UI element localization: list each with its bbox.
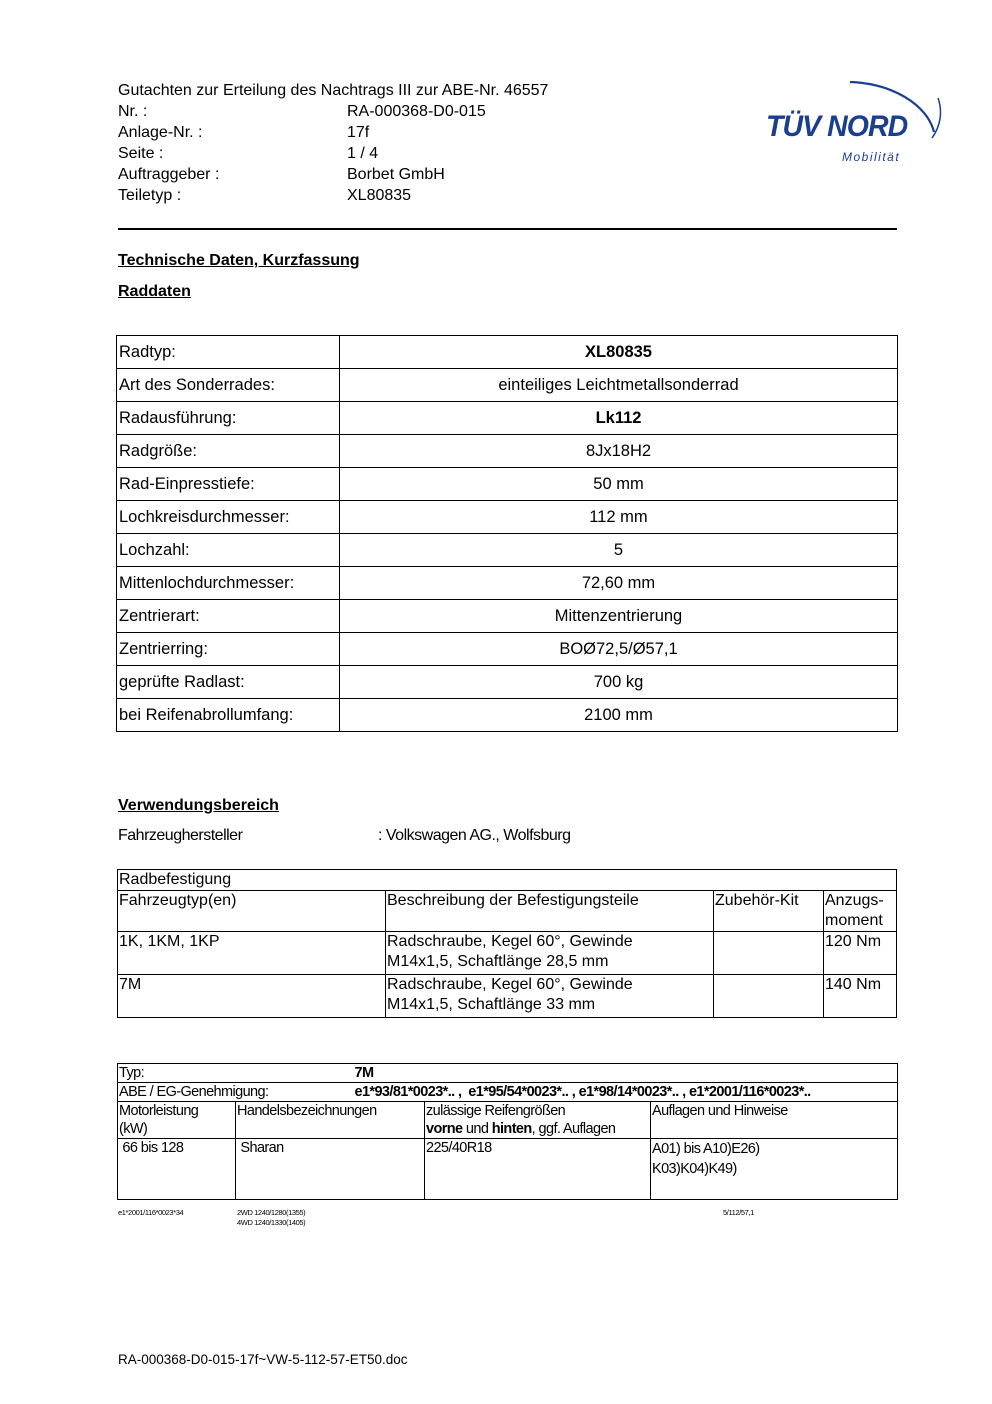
fastening-torque: 140 Nm — [824, 975, 897, 1018]
table-row — [117, 699, 898, 732]
header-power: Motorleistung (kW) — [118, 1102, 236, 1139]
wheel-value: 112 mm — [340, 501, 898, 534]
footnote-axle: 2WD 1240/1280(1355) 4WD 1240/1330(1405) — [237, 1208, 306, 1227]
tyres-rest: , ggf. Auflagen — [531, 1121, 616, 1137]
tyres-rear: hinten — [491, 1121, 532, 1137]
wheel-value: 50 mm — [340, 468, 898, 501]
meta-row-teiletyp — [118, 185, 548, 206]
wheel-value: 72,60 mm — [340, 567, 898, 600]
wheel-value: Mittenzentrierung — [340, 600, 898, 633]
header-notes: Auflagen und Hinweise — [651, 1102, 898, 1139]
header-tyres-line1: zulässige Reifengrößen — [426, 1103, 566, 1119]
header-divider — [118, 228, 897, 230]
wheel-value: XL80835 — [340, 336, 898, 369]
meta-row-anlage — [118, 122, 548, 143]
fastening-type: 7M — [118, 975, 386, 1018]
wheel-label: Rad-Einpresstiefe: — [117, 468, 340, 501]
section-wheel-data: Raddaten — [118, 283, 191, 300]
wheel-label: Radgröße: — [117, 435, 340, 468]
meta-row-nr — [118, 101, 548, 122]
table-row — [117, 336, 898, 369]
manufacturer-label: Fahrzeughersteller — [118, 827, 243, 844]
meta-label: Seite : — [118, 145, 164, 162]
meta-value: 1 / 4 — [347, 145, 379, 162]
table-row — [117, 600, 898, 633]
wheel-value: Lk112 — [340, 402, 898, 435]
fastening-type: 1K, 1KM, 1KP — [118, 932, 386, 975]
fastening-header-type: Fahrzeugtyp(en) — [118, 891, 386, 932]
wheel-value: 8Jx18H2 — [340, 435, 898, 468]
meta-value: 17f — [347, 124, 370, 141]
row-tyres: 225/40R18 — [425, 1139, 651, 1200]
wheel-value: einteiliges Leichtmetallsonderrad — [340, 369, 898, 402]
wheel-label: bei Reifenabrollumfang: — [117, 699, 340, 732]
fastening-desc: Radschraube, Kegel 60°, Gewinde M14x1,5, Schaftlänge 28,5 mm — [386, 932, 714, 975]
wheel-value: 700 kg — [340, 666, 898, 699]
row-notes: A01) bis A10)E26) K03)K04)K49) — [651, 1139, 898, 1200]
table-row — [118, 975, 897, 1018]
logo-subtitle: Mobilität — [842, 150, 901, 164]
meta-label: Nr. : — [118, 103, 148, 120]
wheel-label: Zentrierring: — [117, 633, 340, 666]
table-row — [117, 435, 898, 468]
wheel-label: Lochkreisdurchmesser: — [117, 501, 340, 534]
vehicle-type-value: 7M — [354, 1064, 898, 1083]
fastening-table — [117, 869, 897, 1018]
section-usage: Verwendungsbereich — [118, 797, 279, 814]
table-row — [117, 402, 898, 435]
fastening-header-torque: Anzugs- moment — [824, 891, 897, 932]
wheel-label: Zentrierart: — [117, 600, 340, 633]
header-tyres-line2 — [426, 1120, 649, 1138]
meta-row-auftraggeber — [118, 164, 548, 185]
meta-label: Anlage-Nr. : — [118, 124, 203, 141]
wheel-label: Lochzahl: — [117, 534, 340, 567]
vehicle-type-label: Typ: — [118, 1064, 354, 1083]
footnote-approval: e1*2001/116*0023*34 — [118, 1208, 184, 1217]
tyres-front: vorne — [426, 1121, 463, 1137]
fastening-header-kit: Zubehör-Kit — [714, 891, 824, 932]
table-row — [117, 567, 898, 600]
row-power: 66 bis 128 — [118, 1139, 236, 1200]
table-row — [117, 666, 898, 699]
meta-row-seite — [118, 143, 548, 164]
table-row — [117, 369, 898, 402]
manufacturer-row — [118, 827, 571, 845]
section-technical-data: Technische Daten, Kurzfassung — [118, 252, 360, 269]
approval-label: ABE / EG-Genehmigung: — [118, 1083, 354, 1102]
wheel-data-table — [116, 335, 898, 732]
approval-value: e1*93/81*0023*.. , e1*95/54*0023*.. , e1*98/14*0023*.. , e1*2001/116*0023*.. — [354, 1083, 898, 1102]
wheel-label: Radausführung: — [117, 402, 340, 435]
wheel-label: Radtyp: — [117, 336, 340, 369]
wheel-label: Art des Sonderrades: — [117, 369, 340, 402]
meta-label: Teiletyp : — [118, 187, 182, 204]
vehicle-table — [117, 1063, 898, 1200]
table-row — [118, 1139, 898, 1200]
wheel-label: Mittenlochdurchmesser: — [117, 567, 340, 600]
meta-value: RA-000368-D0-015 — [347, 103, 486, 120]
header-tyres — [425, 1102, 651, 1139]
document-header — [118, 80, 548, 206]
meta-value: Borbet GmbH — [347, 166, 445, 183]
table-row — [117, 468, 898, 501]
fastening-kit — [714, 975, 824, 1018]
wheel-value: BOØ72,5/Ø57,1 — [340, 633, 898, 666]
wheel-label: geprüfte Radlast: — [117, 666, 340, 699]
footnote-bolt: 5/112/57,1 — [723, 1208, 754, 1217]
table-row — [117, 501, 898, 534]
wheel-value: 5 — [340, 534, 898, 567]
tuv-nord-logo — [762, 60, 942, 170]
header-trade-name: Handelsbezeichnungen — [236, 1102, 425, 1139]
fastening-header-desc: Beschreibung der Befestigungsteile — [386, 891, 714, 932]
meta-label: Auftraggeber : — [118, 166, 220, 183]
fastening-title: Radbefestigung — [118, 870, 897, 891]
meta-value: XL80835 — [347, 187, 412, 204]
document-title: Gutachten zur Erteilung des Nachtrags III zur ABE-Nr. 46557 — [118, 82, 549, 99]
fastening-torque: 120 Nm — [824, 932, 897, 975]
logo-brand: TÜV NORD — [766, 110, 908, 143]
fastening-kit — [714, 932, 824, 975]
wheel-value: 2100 mm — [340, 699, 898, 732]
fastening-desc: Radschraube, Kegel 60°, Gewinde M14x1,5, Schaftlänge 33 mm — [386, 975, 714, 1018]
row-trade-name: Sharan — [236, 1139, 425, 1200]
manufacturer-value: : Volkswagen AG., Wolfsburg — [378, 827, 571, 844]
table-row — [117, 534, 898, 567]
table-row — [117, 633, 898, 666]
footer-filename: RA-000368-D0-015-17f~VW-5-112-57-ET50.doc — [118, 1352, 408, 1367]
tyres-and: und — [462, 1121, 492, 1137]
table-row — [118, 932, 897, 975]
